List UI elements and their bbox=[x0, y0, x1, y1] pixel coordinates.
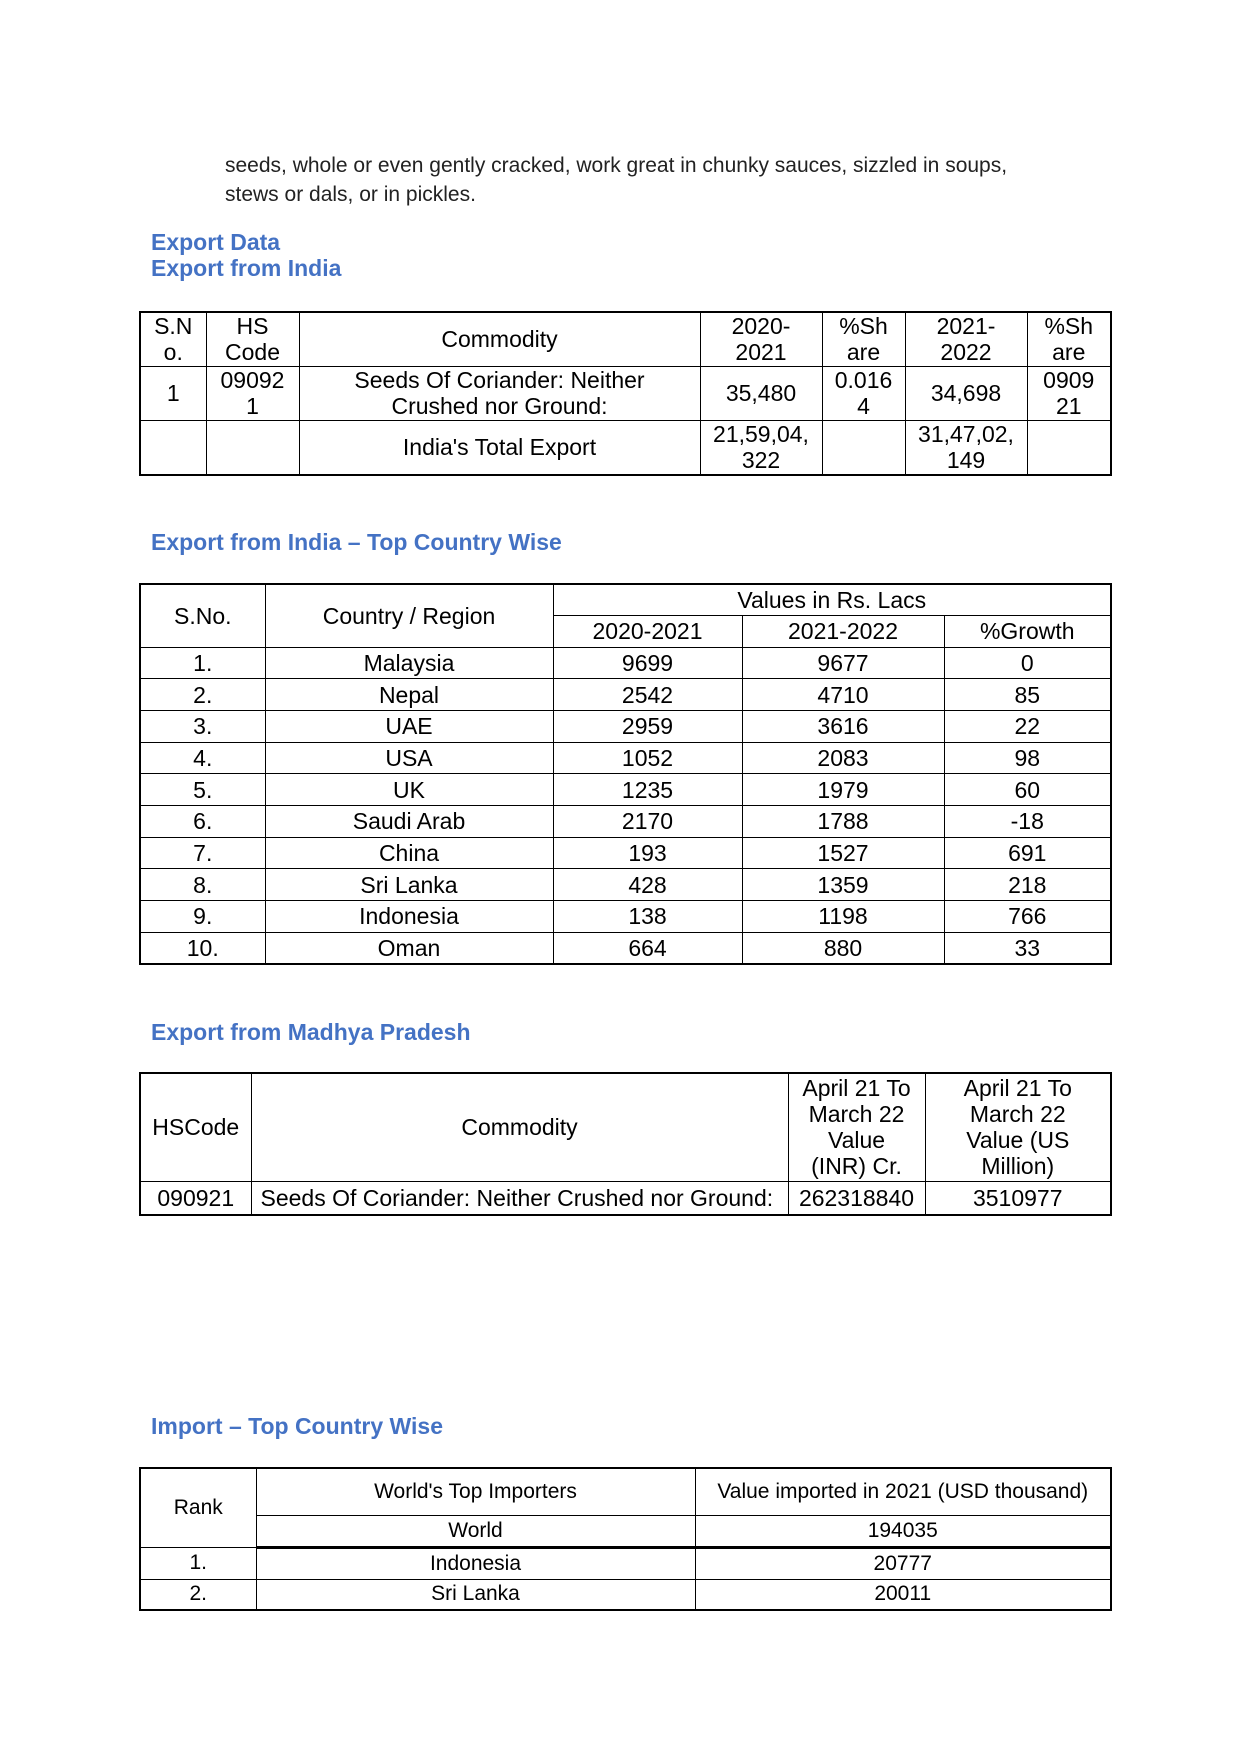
growth-cell bbox=[944, 805, 1111, 837]
sno: 5. bbox=[193, 776, 213, 803]
sno-cell bbox=[140, 679, 265, 711]
country-cell bbox=[265, 742, 553, 774]
value-2021-2022-cell bbox=[742, 837, 944, 869]
value-2021-2022: 34,698 bbox=[930, 380, 1002, 406]
header-sno: S.No. bbox=[173, 602, 232, 629]
value-2021-2022: 1527 bbox=[817, 839, 869, 866]
table-row bbox=[140, 679, 1111, 711]
header-2020-2021-cell bbox=[700, 312, 822, 366]
header-country-cell bbox=[265, 584, 553, 647]
table-row bbox=[140, 932, 1111, 964]
growth-cell bbox=[944, 742, 1111, 774]
sno-cell bbox=[140, 805, 265, 837]
rank: 1. bbox=[189, 1551, 207, 1574]
header-value-cell bbox=[695, 1468, 1111, 1515]
value-2021-2022: 9677 bbox=[817, 649, 869, 676]
table-row bbox=[140, 647, 1111, 679]
header-share-1-cell bbox=[822, 312, 905, 366]
header-2020-2021: 2020-2021 bbox=[731, 313, 791, 366]
sno: 8. bbox=[193, 871, 213, 898]
value-usd: 3510977 bbox=[972, 1184, 1063, 1211]
growth-cell bbox=[944, 869, 1111, 901]
empty-cell bbox=[140, 420, 206, 475]
header-share-1: %Share bbox=[839, 313, 888, 366]
country-cell bbox=[265, 932, 553, 964]
country-cell bbox=[265, 774, 553, 806]
country-cell bbox=[265, 805, 553, 837]
growth: 218 bbox=[1008, 871, 1047, 898]
export-from-india-heading: Export from India bbox=[151, 255, 342, 281]
growth: 22 bbox=[1014, 713, 1041, 740]
country: Nepal bbox=[378, 681, 440, 708]
commodity-cell bbox=[251, 1181, 788, 1215]
growth: 33 bbox=[1014, 934, 1041, 961]
top-importers-table bbox=[139, 1467, 1112, 1611]
world-value-cell bbox=[695, 1515, 1111, 1547]
header-commodity-cell bbox=[299, 312, 700, 366]
sno: 6. bbox=[193, 808, 213, 835]
value-2020-2021-cell bbox=[553, 837, 742, 869]
header-value: Value imported in 2021 (USD thousand) bbox=[717, 1479, 1089, 1503]
importer-name: Indonesia bbox=[429, 1551, 522, 1575]
value-2020-2021-cell bbox=[553, 774, 742, 806]
country: UAE bbox=[385, 713, 433, 740]
growth: 766 bbox=[1008, 903, 1047, 930]
importer-name-cell bbox=[256, 1547, 695, 1579]
country: Malaysia bbox=[363, 649, 455, 676]
hs-code: 090921 bbox=[220, 367, 285, 419]
importer-name: Sri Lanka bbox=[431, 1582, 520, 1606]
value-2021-2022-cell bbox=[742, 901, 944, 933]
growth-cell bbox=[944, 774, 1111, 806]
header-hs-code-cell bbox=[140, 1073, 251, 1181]
value-2020-2021-cell bbox=[553, 932, 742, 964]
header-sno: S.No. bbox=[154, 313, 193, 366]
value-2021-2022: 1788 bbox=[817, 808, 869, 835]
sno: 1. bbox=[193, 649, 213, 676]
header-2021-2022: 2021-2022 bbox=[788, 618, 898, 644]
empty-cell bbox=[1027, 420, 1111, 475]
header-2020-2021: 2020-2021 bbox=[592, 618, 703, 644]
sno: 9. bbox=[193, 903, 213, 930]
top-country-wise-heading: Export from India – Top Country Wise bbox=[151, 529, 562, 555]
import-value: 20777 bbox=[873, 1551, 932, 1575]
importer-name-cell bbox=[256, 1579, 695, 1610]
intro-line-2: stews or dals, or in pickles. bbox=[225, 183, 476, 206]
import-value: 20011 bbox=[874, 1582, 932, 1606]
country-cell bbox=[265, 710, 553, 742]
header-country: Country / Region bbox=[322, 602, 496, 629]
value-2020-2021-cell bbox=[553, 805, 742, 837]
country: Indonesia bbox=[359, 903, 459, 930]
growth: 60 bbox=[1014, 776, 1041, 803]
total-label: India's Total Export bbox=[402, 434, 597, 461]
total-row bbox=[140, 420, 1111, 475]
country: Saudi Arab bbox=[352, 808, 466, 835]
table-row bbox=[140, 774, 1111, 806]
table-row bbox=[140, 710, 1111, 742]
header-importers-cell bbox=[256, 1468, 695, 1515]
value-2020-2021: 428 bbox=[628, 871, 667, 898]
total-2021-2022-cell bbox=[905, 420, 1027, 475]
value-2021-2022-cell bbox=[742, 710, 944, 742]
header-2021-2022-cell bbox=[905, 312, 1027, 366]
header-values-caption: Values in Rs. Lacs bbox=[737, 586, 927, 613]
empty-cell bbox=[206, 420, 299, 475]
header-sno-cell bbox=[140, 312, 206, 366]
world-name: World bbox=[448, 1518, 503, 1542]
value-2021-2022-cell bbox=[742, 742, 944, 774]
table-row bbox=[140, 1181, 1111, 1215]
value-2021-2022: 3616 bbox=[817, 713, 869, 740]
value-2020-2021-cell bbox=[700, 366, 822, 420]
value-2021-2022-cell bbox=[742, 774, 944, 806]
header-growth: %Growth bbox=[979, 618, 1075, 644]
country: China bbox=[378, 839, 440, 866]
share-1: 0.0164 bbox=[834, 367, 893, 419]
world-row bbox=[140, 1515, 1111, 1547]
export-from-india-table bbox=[139, 311, 1112, 476]
intro-line-1: seeds, whole or even gently cracked, work great in chunky sauces, sizzled in soups, bbox=[225, 154, 1008, 177]
share-2-cell bbox=[1027, 366, 1111, 420]
growth-cell bbox=[944, 901, 1111, 933]
table-row bbox=[140, 366, 1111, 420]
value-2021-2022: 1359 bbox=[817, 871, 869, 898]
sno: 7. bbox=[193, 839, 213, 866]
country-cell bbox=[265, 679, 553, 711]
header-2020-2021-cell bbox=[553, 615, 742, 647]
growth: 85 bbox=[1014, 681, 1041, 708]
sno: 1 bbox=[166, 380, 180, 406]
header-share-2-cell bbox=[1027, 312, 1111, 366]
country: Sri Lanka bbox=[360, 871, 458, 898]
header-share-2: %Share bbox=[1044, 313, 1094, 366]
total-2020-2021-cell bbox=[700, 420, 822, 475]
hs-code: 090921 bbox=[157, 1184, 235, 1211]
country-cell bbox=[265, 901, 553, 933]
sno-cell bbox=[140, 742, 265, 774]
commodity: Seeds Of Coriander: Neither Crushed nor Ground: bbox=[354, 367, 645, 419]
sno-cell bbox=[140, 647, 265, 679]
empty-cell bbox=[822, 420, 905, 475]
header-hs-code: HSCode bbox=[152, 1114, 240, 1141]
import-value-cell bbox=[695, 1547, 1111, 1579]
sno-cell bbox=[140, 366, 206, 420]
header-commodity-cell bbox=[251, 1073, 788, 1181]
header-value-usd-cell bbox=[925, 1073, 1111, 1181]
rank-cell bbox=[140, 1579, 256, 1610]
value-2020-2021: 9699 bbox=[621, 649, 674, 676]
value-2020-2021: 1235 bbox=[621, 776, 674, 803]
sno-cell bbox=[140, 869, 265, 901]
country: USA bbox=[385, 744, 433, 771]
sno-cell bbox=[140, 901, 265, 933]
value-2020-2021-cell bbox=[553, 742, 742, 774]
table-row bbox=[140, 901, 1111, 933]
value-2021-2022-cell bbox=[742, 679, 944, 711]
header-commodity: Commodity bbox=[461, 1114, 578, 1141]
value-2021-2022-cell bbox=[742, 805, 944, 837]
header-sno-cell bbox=[140, 584, 265, 647]
value-2020-2021: 2170 bbox=[621, 808, 674, 835]
header-hs-code-cell bbox=[206, 312, 299, 366]
growth-cell bbox=[944, 837, 1111, 869]
world-name-cell bbox=[256, 1515, 695, 1547]
value-2020-2021: 2959 bbox=[621, 713, 674, 740]
commodity-cell bbox=[299, 366, 700, 420]
value-2021-2022-cell bbox=[742, 869, 944, 901]
growth-cell bbox=[944, 710, 1111, 742]
hs-code-cell bbox=[206, 366, 299, 420]
share-1-cell bbox=[822, 366, 905, 420]
growth: 98 bbox=[1014, 744, 1041, 771]
world-value: 194035 bbox=[867, 1518, 938, 1542]
value-2021-2022: 1979 bbox=[817, 776, 869, 803]
value-2020-2021: 138 bbox=[628, 903, 667, 930]
value-2020-2021-cell bbox=[553, 647, 742, 679]
header-rank: Rank bbox=[173, 1495, 223, 1519]
table-row bbox=[140, 805, 1111, 837]
header-value-inr: April 21 To March 22 Value (INR) Cr. bbox=[802, 1075, 911, 1180]
value-2021-2022: 1198 bbox=[818, 903, 868, 930]
value-2021-2022-cell bbox=[742, 932, 944, 964]
value-2020-2021-cell bbox=[553, 710, 742, 742]
value-2020-2021: 35,480 bbox=[725, 380, 797, 406]
madhya-pradesh-export-table bbox=[139, 1072, 1112, 1216]
value-2020-2021: 1052 bbox=[621, 744, 674, 771]
total-2020-2021: 21,59,04,322 bbox=[713, 421, 809, 474]
header-value-usd: April 21 To March 22 Value (US Million) bbox=[963, 1075, 1072, 1180]
madhya-pradesh-heading: Export from Madhya Pradesh bbox=[151, 1019, 471, 1045]
value-2021-2022: 2083 bbox=[817, 744, 869, 771]
intro-paragraph bbox=[225, 151, 1007, 209]
growth-cell bbox=[944, 679, 1111, 711]
sno-cell bbox=[140, 710, 265, 742]
export-data-heading: Export Data bbox=[151, 229, 281, 255]
growth-cell bbox=[944, 932, 1111, 964]
table-row bbox=[140, 1579, 1111, 1610]
header-row bbox=[140, 1073, 1111, 1181]
growth: -18 bbox=[1010, 808, 1044, 835]
table-row bbox=[140, 1547, 1111, 1579]
header-importers: World's Top Importers bbox=[374, 1479, 577, 1503]
table-row bbox=[140, 837, 1111, 869]
export-data-heading-block bbox=[151, 229, 341, 281]
table-row bbox=[140, 742, 1111, 774]
commodity: Seeds Of Coriander: Neither Crushed nor Ground: bbox=[260, 1184, 774, 1211]
value-2021-2022-cell bbox=[742, 647, 944, 679]
value-usd-cell bbox=[925, 1181, 1111, 1215]
sno: 4. bbox=[193, 744, 213, 771]
total-2021-2022: 31,47,02,149 bbox=[918, 421, 1014, 474]
country-cell bbox=[265, 647, 553, 679]
header-row bbox=[140, 312, 1111, 366]
header-commodity: Commodity bbox=[441, 326, 558, 353]
header-value-inr-cell bbox=[788, 1073, 925, 1181]
value-inr: 262318840 bbox=[798, 1184, 915, 1211]
growth-cell bbox=[944, 647, 1111, 679]
import-value-cell bbox=[695, 1579, 1111, 1610]
value-2021-2022: 4710 bbox=[817, 681, 869, 708]
country: Oman bbox=[377, 934, 441, 961]
country-wise-export-table bbox=[139, 583, 1112, 965]
growth: 691 bbox=[1008, 839, 1047, 866]
header-row bbox=[140, 584, 1111, 615]
rank-cell bbox=[140, 1547, 256, 1579]
header-row bbox=[140, 1468, 1111, 1515]
value-2020-2021-cell bbox=[553, 679, 742, 711]
country-cell bbox=[265, 837, 553, 869]
rank: 2. bbox=[189, 1582, 207, 1606]
value-2020-2021-cell bbox=[553, 901, 742, 933]
growth: 0 bbox=[1020, 649, 1034, 676]
value-2020-2021-cell bbox=[553, 869, 742, 901]
header-2021-2022-cell bbox=[742, 615, 944, 647]
hs-code-cell bbox=[140, 1181, 251, 1215]
sno: 2. bbox=[193, 681, 213, 708]
import-top-country-wise-heading: Import – Top Country Wise bbox=[151, 1413, 443, 1439]
header-rank-cell bbox=[140, 1468, 256, 1547]
share-2: 090921 bbox=[1043, 367, 1095, 419]
header-hs-code: HS Code bbox=[225, 313, 280, 366]
sno-cell bbox=[140, 932, 265, 964]
value-2021-2022-cell bbox=[905, 366, 1027, 420]
value-2020-2021: 193 bbox=[628, 839, 667, 866]
total-label-cell bbox=[299, 420, 700, 475]
sno-cell bbox=[140, 774, 265, 806]
table-row bbox=[140, 869, 1111, 901]
country: UK bbox=[393, 776, 425, 803]
sno: 10. bbox=[186, 934, 219, 961]
header-growth-cell bbox=[944, 615, 1111, 647]
value-2020-2021: 664 bbox=[628, 934, 667, 961]
sno-cell bbox=[140, 837, 265, 869]
value-2020-2021: 2542 bbox=[621, 681, 674, 708]
value-inr-cell bbox=[788, 1181, 925, 1215]
header-values-caption-cell bbox=[553, 584, 1111, 615]
header-2021-2022: 2021-2022 bbox=[936, 313, 996, 366]
value-2021-2022: 880 bbox=[823, 934, 863, 961]
country-cell bbox=[265, 869, 553, 901]
sno: 3. bbox=[193, 713, 213, 740]
